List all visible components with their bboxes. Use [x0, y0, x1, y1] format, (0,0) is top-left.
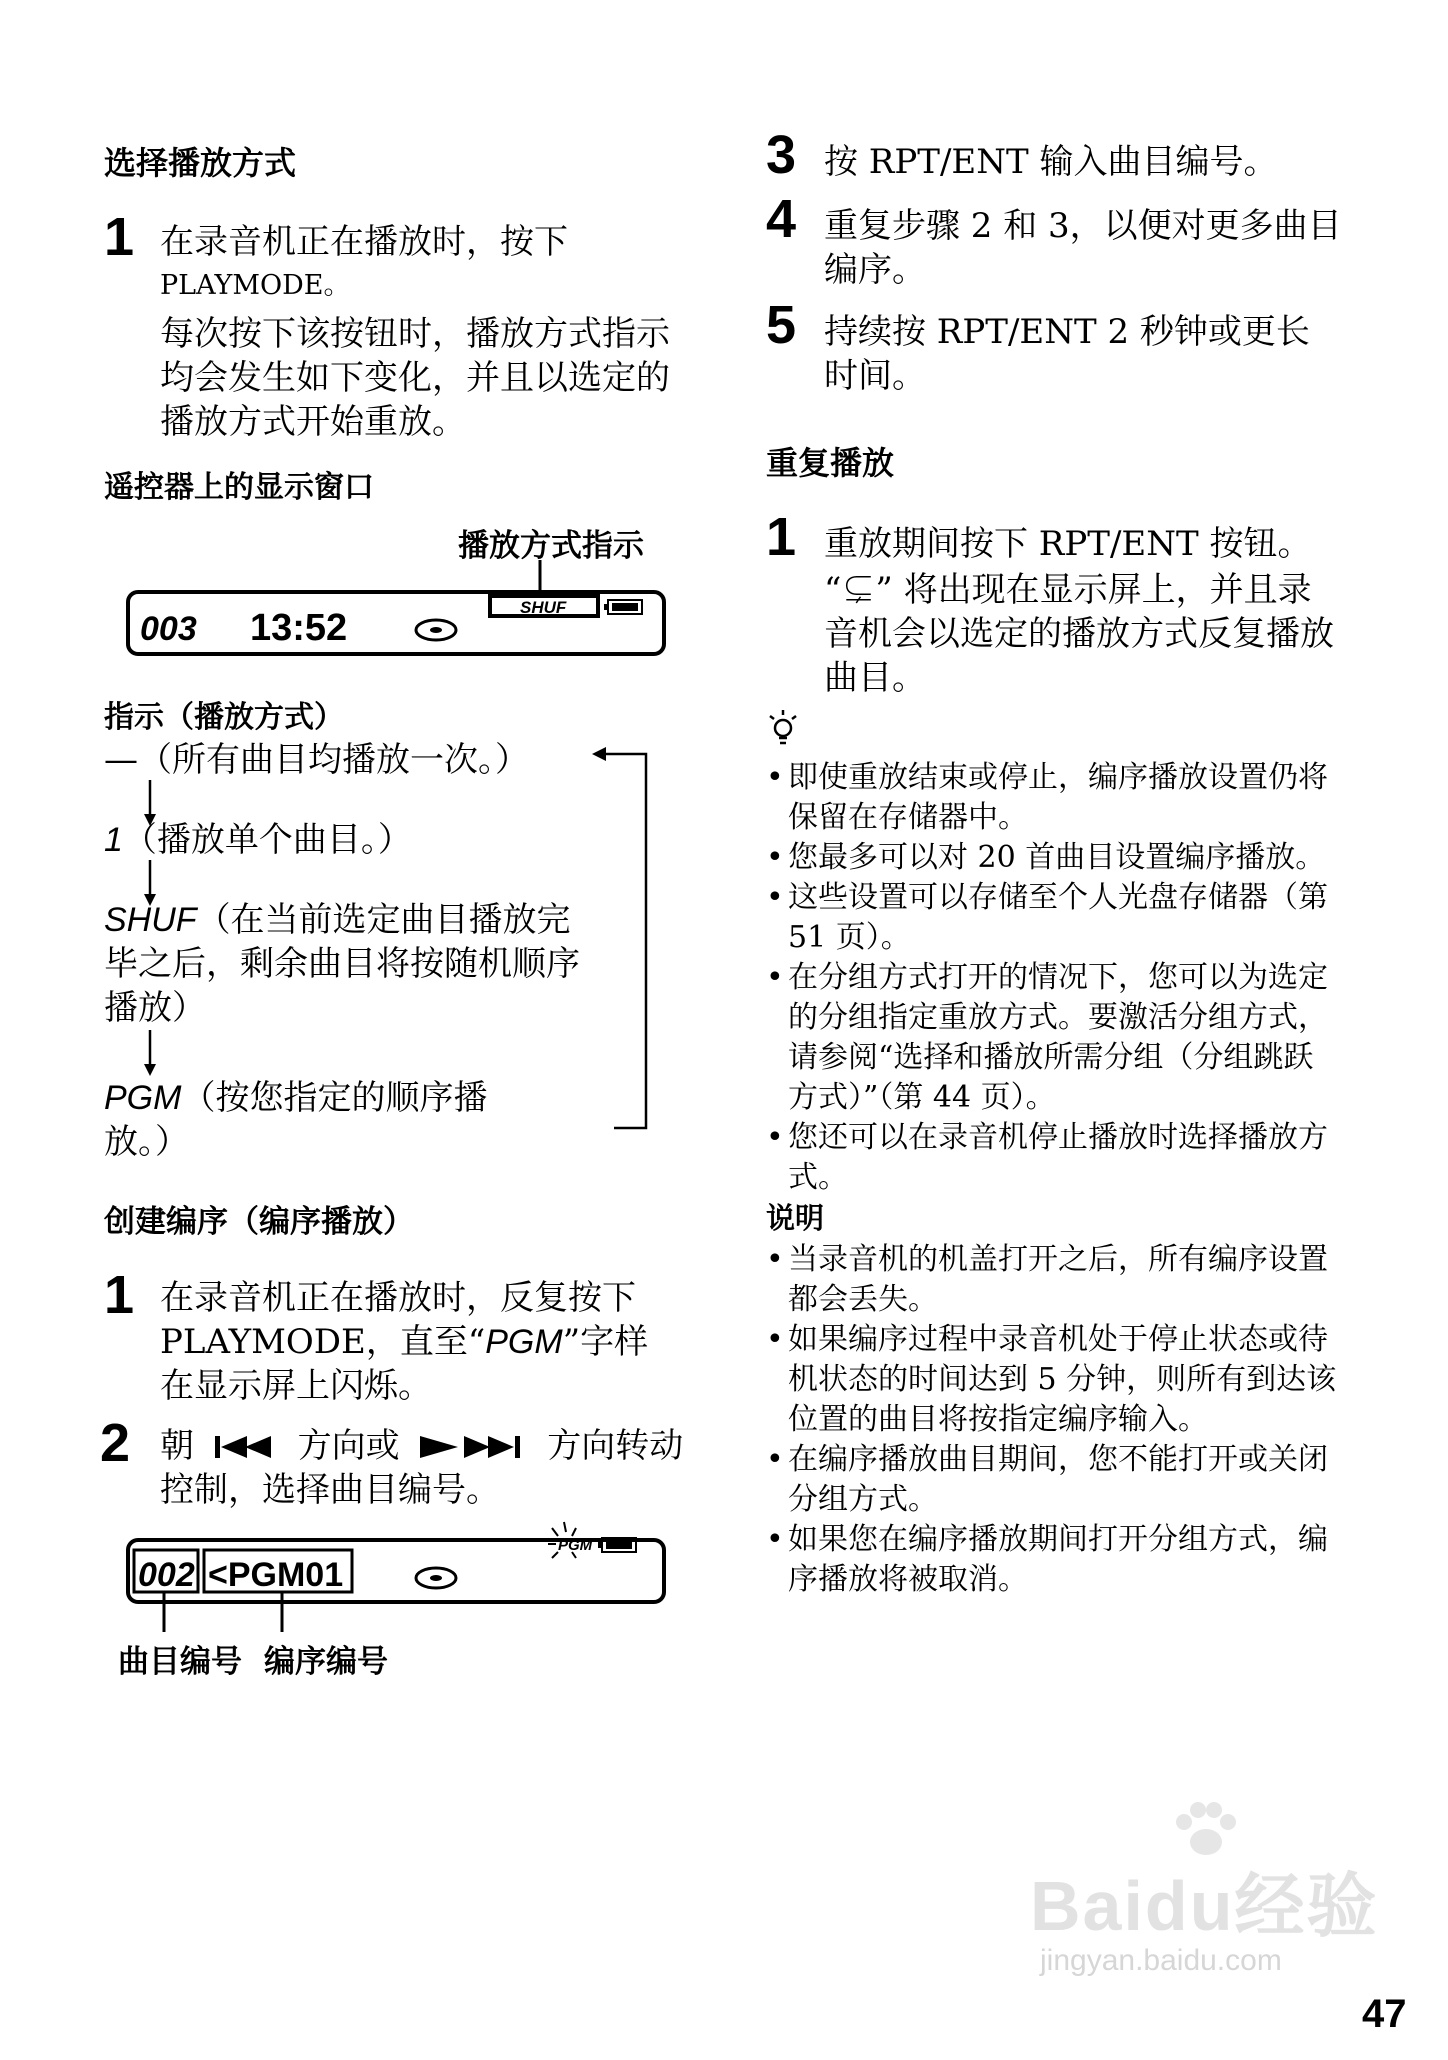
prev-track-icon: [213, 1434, 279, 1460]
loop-arrow-icon: [590, 738, 650, 1138]
tip-item: • 您还可以在录音机停止播放时选择播放方式。: [766, 1120, 1328, 1195]
step-text: 在录音机正在播放时，反复按下 PLAYMODE，直至“PGM”字样在显示屏上闪烁。: [160, 1278, 649, 1406]
step-number: 3: [766, 125, 797, 185]
step-text: 重复步骤 2 和 3，以便对更多曲目编序。: [824, 206, 1342, 290]
step-detail: 每次按下该按钮时，播放方式指示均会发生如下变化，并且以选定的播放方式开始重放。: [160, 314, 670, 442]
arrow-down-icon: [142, 1030, 158, 1078]
note-item: • 如果您在编序播放期间打开分组方式，编序播放将被取消。: [766, 1522, 1328, 1597]
note-item: • 当录音机的机盖打开之后，所有编序设置都会丢失。: [766, 1242, 1328, 1317]
label-program-number: 编序编号: [264, 1644, 388, 1680]
step-text: 按 RPT/ENT 输入曲目编号。: [824, 142, 1278, 182]
notes-list: [766, 1240, 1340, 1600]
section-title-play-mode: 选择播放方式: [104, 144, 297, 182]
paw-icon: [1170, 1800, 1240, 1860]
step-number: 1: [104, 1265, 135, 1325]
tip-bulb-icon: [766, 708, 800, 746]
tip-item: • 您最多可以对 20 首曲目设置编序播放。: [766, 840, 1326, 875]
lcd-time: 13:52: [250, 607, 348, 649]
tip-item: • 在分组方式打开的情况下，您可以为选定的分组指定重放方式。要激活分组方式，请参阅“选择和播放所需分组（分组跳跃方式）”（第 44 页）。: [766, 960, 1328, 1115]
page-number: 47: [1362, 1992, 1407, 2036]
mode-item: —（所有曲目均播放一次。）: [104, 740, 529, 780]
label-track-number: 曲目编号: [118, 1644, 242, 1680]
step-text: 在录音机正在播放时，按下 PLAYMODE。: [160, 222, 568, 301]
indicator-heading: 指示（播放方式）: [104, 700, 344, 735]
play-next-icon: [418, 1434, 528, 1460]
lcd-mode: PGM: [558, 1537, 593, 1554]
step-number: 5: [766, 295, 797, 355]
lcd-track: 003: [140, 610, 197, 648]
tip-item: • 这些设置可以存储至个人光盘存储器（第 51 页）。: [766, 880, 1328, 955]
step-detail: “⊊” 将出现在显示屏上，并且录音机会以选定的播放方式反复播放曲目。: [824, 570, 1334, 698]
note-item: • 在编序播放曲目期间，您不能打开或关闭分组方式。: [766, 1442, 1328, 1517]
step-number: 2: [100, 1413, 131, 1473]
disc-icon: [416, 620, 456, 640]
disc-icon: [416, 1568, 456, 1588]
lcd-prog: <PGM01: [208, 1556, 344, 1594]
tips-list: [766, 758, 1340, 1198]
mode-item: 1（播放单个曲目。）: [104, 820, 412, 860]
watermark-url: jingyan.baidu.com: [1040, 1944, 1282, 1977]
tip-item: • 即使重放结束或停止，编序播放设置仍将保留在存储器中。: [766, 760, 1328, 835]
section-title-repeat: 重复播放: [766, 444, 895, 482]
note-item: • 如果编序过程中录音机处于停止状态或待机状态的时间达到 5 分钟，则所有到达该位置的曲目将按指定编序输入。: [766, 1322, 1337, 1437]
step-number: 1: [766, 507, 797, 567]
section-title-program: 创建编序（编序播放）: [104, 1204, 414, 1240]
step-number: 1: [104, 207, 135, 267]
indicator-callout: 播放方式指示: [458, 528, 644, 564]
notes-title: 说明: [766, 1201, 825, 1235]
step-text: 重放期间按下 RPT/ENT 按钮。: [824, 524, 1312, 564]
step-text: 朝 方向或 方向转动 控制，选择曲目编号。: [160, 1426, 684, 1510]
mode-item: SHUF（在当前选定曲目播放完毕之后，剩余曲目将按随机顺序播放）: [104, 900, 580, 1028]
step-text: 持续按 RPT/ENT 2 秒钟或更长时间。: [824, 312, 1310, 396]
step-number: 4: [766, 189, 797, 249]
display-window-title: 遥控器上的显示窗口: [104, 470, 374, 505]
lcd-mode: SHUF: [520, 598, 567, 617]
battery-icon: [604, 600, 642, 614]
mode-item: PGM（按您指定的顺序播放。）: [104, 1078, 488, 1162]
watermark-brand: Baidu经验: [1030, 1867, 1379, 1945]
lcd-track: 002: [138, 1556, 195, 1594]
lcd-display-1: [120, 560, 670, 660]
